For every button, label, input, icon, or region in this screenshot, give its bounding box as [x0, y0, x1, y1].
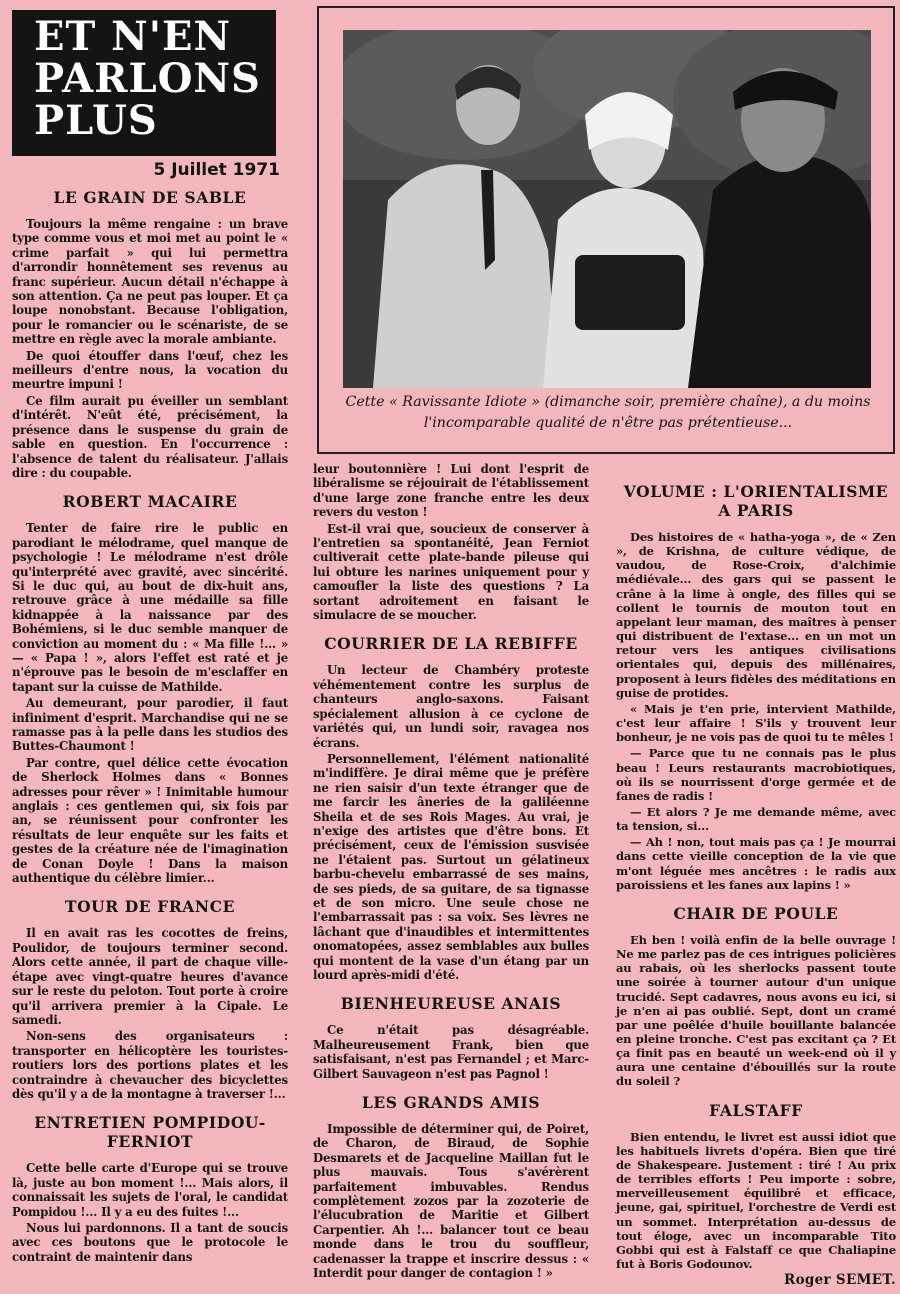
- article-paragraph: — Et alors ? Je me demande même, avec ta tension, si...: [616, 804, 896, 834]
- article-paragraph: Ce film aurait pu éveiller un semblant d'intérêt. N'eût été, précisément, la présence dans le suspense du grain de sable en question. En l'occurrence : l'absence de talent du réalisateur. J'allais dire : du coupable.: [12, 393, 288, 480]
- tv-still-photo: [343, 30, 871, 388]
- article-paragraph: Personnellement, l'élément nationalité m'indiffère. Je dirai même que je préfère ne rien saisir d'un texte étranger que de me farcir les âneries de la galiléenne Sheila et de ses Rois Mages. Au vrai, je n'exige des artistes que d'être bons. Et précisément, ceux de l'émission susvisée ne l'étaient pas. Surtout un gélatineux barbu-chevelu embarrassé de ses mains, de ses pieds, de sa guitare, de sa tignasse et de son micro. Une seule chose ne l'embarrassait pas : sa voix. Ses lèvres ne lâchant que d'inaudibles et intermittentes onomatopées, assez semblables aux bulles qui montent de la vase d'un étang par un lourd après-midi d'été.: [313, 751, 589, 982]
- article-paragraph: Tenter de faire rire le public en parodiant le mélodrame, quel manque de psychologie ! Le mélodrame n'est drôle qu'interprété avec gravité, avec sincérité. Si le duc qui, au bout de dix-huit ans, retrouve grâce à une médaille sa fille kidnappée à la naissance par des Bohémiens, si le duc semble manquer de conviction au moment du : « Ma fille !... » — « Papa ! », alors l'effet est raté et je n'éprouve pas le besoin de m'esclaffer en tapant sur la cuisse de Mathilde.: [12, 521, 288, 694]
- author-signature: Roger SEMET.: [784, 1272, 896, 1289]
- section-title: CHAIR DE POULE: [673, 903, 839, 923]
- article-paragraph: Des histoires de « hatha-yoga », de « Zen », de Krishna, de culture védique, de vaudou, de Rose-Croix, d'alchimie médiévale... des gars qui se passent le crâne à la lime à ongle, des filles qui se collent le tournis de mouton tout en appelant leur maman, des maîtres à penser qui distribuent de l'extase... en un mot un retour vers les antiques civilisations orientales qui, depuis des millénaires, proposent à leurs fidèles des méditations en guise de protides.: [616, 530, 896, 700]
- section-title: ROBERT MACAIRE: [62, 492, 238, 512]
- article-paragraph: Eh ben ! voilà enfin de la belle ouvrage ! Ne me parlez pas de ces intrigues policières au rabais, où les sherlocks passent toute une soirée à tourner autour d'un unique trucidé. Sept cadavres, nous avons eu ici, si je n'en ai pas oublié. Sept, dont un cramé par une poêlée d'huile bouillante balancée en pleine tronche. C'est pas excitant ça ? Et ça finit pas en beauté un week-end où il y aura une centaine d'ébouillés sur la route du soleil ?: [616, 932, 896, 1089]
- article-paragraph: Bien entendu, le livret est aussi idiot que les habituels livrets d'opéra. Bien que tiré de Shakespeare. Justement : tiré ! Au prix de terribles efforts ! Peu importe : sobre, merveilleusement équilibré et efficace, jeune, gai, spirituel, l'orchestre de Verdi est un sommet. Interprétation au-dessus de tout éloge, avec un incomparable Tito Gobbi qui est à Falstaff ce que Chaliapine fut à Boris Godounov.: [616, 1129, 896, 1272]
- section-title: LES GRANDS AMIS: [361, 1093, 541, 1113]
- article-paragraph: Est-il vrai que, soucieux de conserver à l'entretien sa spontanéité, Jean Ferniot cultiverait cette plate-bande pileuse qui lui obture les narines uniquement pour y camoufler la liste des questions ? La sortant adroitement en faisant le simulacre de se moucher.: [313, 521, 589, 623]
- column-3: [616, 470, 896, 1287]
- article-paragraph: Nous lui pardonnons. Il a tant de soucis avec ces boutons que le protocole le contraint de maintenir dans: [12, 1220, 288, 1264]
- article-paragraph: Non-sens des organisateurs : transporter en hélicoptère les touristes-routiers lors des portions plates et les contraindre à chevaucher des bicyclettes dès qu'il y a de la montagne à traverser !...: [12, 1029, 288, 1101]
- article-paragraph: Ce n'était pas désagréable. Malheureusement Frank, bien que satisfaisant, n'est pas Fernandel ; et Marc-Gilbert Sauvageon n'est pas Pagnol !: [313, 1023, 589, 1081]
- section-title: ENTRETIEN POMPIDOU-FERNIOT: [34, 1113, 266, 1152]
- masthead-line-1: ET N'EN: [34, 13, 232, 60]
- masthead-line-3: PLUS: [34, 97, 158, 144]
- article-paragraph: Au demeurant, pour parodier, il faut infiniment d'esprit. Marchandise qui ne se ramasse pas à la pelle dans les studios des Buttes-Chaumont !: [12, 696, 288, 754]
- article-paragraph: De quoi étouffer dans l'œuf, chez les meilleurs d'entre nous, la vocation du meurtre impuni !: [12, 348, 288, 392]
- article-paragraph: Toujours la même rengaine : un brave type comme vous et moi met au point le « crime parfait » qui lui permettra d'arrondir honnêtement ses revenus au franc supérieur. Aucun détail n'échappe à son attention. Ça ne peut pas louper. Et ça loupe nonobstant. Because l'obligation, pour le romancier ou le scénariste, de se mettre en règle avec la morale ambiante.: [12, 217, 288, 347]
- article-paragraph: Par contre, quel délice cette évocation de Sherlock Holmes dans « Bonnes adresses pour rêver » ! Inimitable humour anglais : ces gentlemen qui, six fois par an, se réunissent pour confronter les résultats de leur enquête sur les faits et gestes de la créature née de l'imagination de Conan Doyle ! Dans la maison authentique du célèbre limier...: [12, 755, 288, 886]
- section-title: TOUR DE FRANCE: [64, 897, 236, 917]
- section-title: LE GRAIN DE SABLE: [53, 188, 247, 207]
- column-2: [313, 462, 589, 1283]
- article-paragraph: — Ah ! non, tout mais pas ça ! Je mourrai dans cette vieille conception de la vie que m'ont léguée mes ancêtres : le radis aux paroissiens et les fanes aux lapins ! »: [616, 835, 896, 892]
- article-paragraph: Impossible de déterminer qui, de Poiret, de Charon, de Biraud, de Sophie Desmarets et de Jacqueline Maillan fut le plus mauvais. Tous s'avérèrent parfaitement imbuvables. Rendus complètement zozos par la zozoterie de l'élucubration de Maritie et Gilbert Carpentier. Ah !... balancer tout ce beau monde dans le trou du souffleur, cadenasser la trappe et inscrire dessus : « Interdit pour danger de contagion ! »: [313, 1122, 589, 1281]
- section-title: FALSTAFF: [709, 1100, 803, 1120]
- photo-box: [317, 6, 895, 454]
- section-title: BIENHEUREUSE ANAIS: [340, 994, 562, 1014]
- article-paragraph: Cette belle carte d'Europe qui se trouve là, juste au bon moment !... Mais alors, il connaissait les sujets de l'oral, le candidat Pompidou !... Il y a eu des fuites !...: [12, 1161, 288, 1219]
- column-1: [12, 186, 288, 1266]
- masthead-line-2: PARLONS: [34, 55, 261, 102]
- article-paragraph: — Parce que tu ne connais pas le plus beau ! Leurs restaurants macrobiotiques, où ils se nourrissent d'orge germée et de fanes de radis !: [616, 746, 896, 803]
- masthead: [12, 10, 276, 156]
- article-paragraph: Il en avait ras les cocottes de freins, Poulidor, de toujours terminer second. Alors cette année, il part de chaque ville-étape avec vingt-quatre heures d'avance sur le reste du peloton. Tout porte à croire qu'il arrivera premier à la Cipale. Le samedi.: [12, 926, 288, 1027]
- issue-date: 5 Juillet 1971: [153, 160, 280, 180]
- article-paragraph: « Mais je t'en prie, intervient Mathilde, c'est leur affaire ! S'ils y trouvent leur bonheur, je ne vois pas de quoi tu te mêles !: [616, 701, 896, 745]
- section-title: VOLUME : L'ORIENTALISME A PARIS: [623, 482, 889, 520]
- article-paragraph: Un lecteur de Chambéry proteste véhémentement contre les surplus de chanteurs anglo-saxons. Faisant spécialement allusion à ce cyclone de variétés qui, un lundi soir, ravagea nos écrans.: [313, 663, 589, 750]
- article-paragraph: leur boutonnière ! Lui dont l'esprit de libéralisme se réjouirait de l'établissement d'une large zone franche entre les deux revers du veston !: [313, 462, 589, 520]
- photo-caption: Cette « Ravissante Idiote » (dimanche soir, première chaîne), a du moins l'incomparable qualité de n'être pas prétentieuse...: [345, 394, 871, 431]
- section-title: COURRIER DE LA REBIFFE: [324, 634, 578, 654]
